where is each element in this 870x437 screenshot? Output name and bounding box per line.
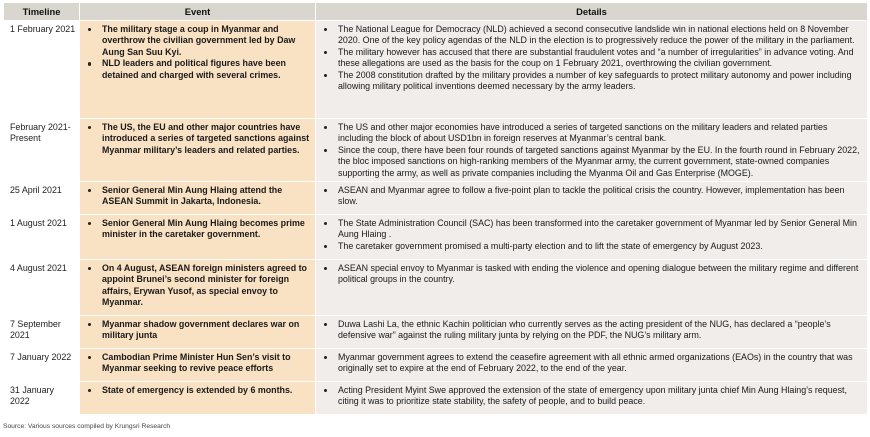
- timeline-date: 1 August 2021: [4, 215, 80, 260]
- details-item: Myanmar government agrees to extend the ceasefire agreement with all ethnic armed organizations (EAOs) in the country that was originally set to expire at the end of February 2022, to the end of the year.: [322, 352, 864, 375]
- event-cell: [80, 119, 316, 182]
- details-item: The National League for Democracy (NLD) achieved a second consecutive landslide win in national elections held on 8 November 2020. One of the key policy agendas of the NLD in the election is to progressively reduce the power of the military in the parliament.: [322, 24, 864, 47]
- event-list: [86, 218, 312, 241]
- event-item: The US, the EU and other major countries have introduced a series of targeted sanctions against Myanmar military’s leaders and related parties.: [86, 122, 312, 156]
- event-cell: [80, 349, 316, 382]
- table-row: [4, 260, 868, 316]
- table-row: [4, 182, 868, 215]
- timeline-table: [3, 2, 868, 415]
- details-cell: [316, 260, 868, 316]
- details-cell: [316, 316, 868, 349]
- timeline-date: 25 April 2021: [4, 182, 80, 215]
- event-item: Senior General Min Aung Hlaing attend the ASEAN Summit in Jakarta, Indonesia.: [86, 185, 312, 208]
- event-item: Senior General Min Aung Hlaing becomes prime minister in the caretaker government.: [86, 218, 312, 241]
- details-item: The US and other major economies have introduced a series of targeted sanctions on the military leaders and related parties including the block of about USD1bn in foreign reserves at Myanmar’s central bank.: [322, 122, 864, 145]
- details-cell: [316, 215, 868, 260]
- event-list: [86, 352, 312, 375]
- table-row: [4, 382, 868, 415]
- details-list: [322, 24, 864, 92]
- details-cell: [316, 382, 868, 415]
- event-item: On 4 August, ASEAN foreign ministers agreed to appoint Brunei’s second minister for foreign affairs, Erywan Yusof, as special envoy to Myanmar.: [86, 263, 312, 309]
- details-item: The military however has accused that there are substantial fraudulent votes and “a number of irregularities” in advance voting. And these allegations are used as the basis for the coup on 1 February 2021, overthrowing the civilian government.: [322, 47, 864, 70]
- details-item: ASEAN special envoy to Myanmar is tasked with ending the violence and opening dialogue between the military regime and different political groups in the country.: [322, 263, 864, 286]
- timeline-date: 31 January 2022: [4, 382, 80, 415]
- details-list: [322, 218, 864, 252]
- details-list: [322, 263, 864, 286]
- event-list: [86, 385, 312, 396]
- timeline-date: 7 September 2021: [4, 316, 80, 349]
- event-cell: [80, 382, 316, 415]
- event-item: State of emergency is extended by 6 months.: [86, 385, 312, 396]
- table-row: [4, 21, 868, 119]
- event-item: The military stage a coup in Myanmar and overthrow the civilian government led by Daw Aung San Suu Kyi.: [86, 24, 312, 58]
- details-item: ASEAN and Myanmar agree to follow a five-point plan to tackle the political crisis the country. However, implementation has been slow.: [322, 185, 864, 208]
- event-cell: [80, 260, 316, 316]
- timeline-date: 1 February 2021: [4, 21, 80, 119]
- event-list: [86, 263, 312, 309]
- details-cell: [316, 21, 868, 119]
- event-list: [86, 185, 312, 208]
- event-list: [86, 319, 312, 342]
- table-row: [4, 316, 868, 349]
- details-list: [322, 319, 864, 342]
- details-list: [322, 185, 864, 208]
- header-timeline: Timeline: [4, 3, 80, 21]
- details-cell: [316, 182, 868, 215]
- header-event: Event: [80, 3, 316, 21]
- event-cell: [80, 316, 316, 349]
- details-item: Since the coup, there have been four rounds of targeted sanctions against Myanmar by the EU. In the fourth round in February 2022, the bloc imposed sanctions on high-ranking members of the Myanmar army, the current government, state-owned companies supporting the army, as well as private companies including the Myanma Oil and Gas Enterprise (MOGE).: [322, 145, 864, 179]
- details-cell: [316, 349, 868, 382]
- timeline-date: 7 January 2022: [4, 349, 80, 382]
- details-cell: [316, 119, 868, 182]
- event-cell: [80, 21, 316, 119]
- details-item: The caretaker government promised a multi-party election and to lift the state of emergency by August 2023.: [322, 241, 864, 252]
- event-item: Cambodian Prime Minister Hun Sen’s visit to Myanmar seeking to revive peace efforts: [86, 352, 312, 375]
- header-details: Details: [316, 3, 868, 21]
- event-cell: [80, 182, 316, 215]
- table-row: [4, 349, 868, 382]
- event-list: [86, 24, 312, 81]
- details-list: [322, 122, 864, 179]
- event-cell: [80, 215, 316, 260]
- table-row: [4, 119, 868, 182]
- details-list: [322, 352, 864, 375]
- event-list: [86, 122, 312, 156]
- header-row: [4, 3, 868, 21]
- event-item: Myanmar shadow government declares war on military junta: [86, 319, 312, 342]
- details-item: The 2008 constitution drafted by the military provides a number of key safeguards to protect military autonomy and power including allowing military political inventions deemed necessary by the army leaders.: [322, 70, 864, 93]
- details-item: Acting President Myint Swe approved the extension of the state of emergency upon military junta chief Min Aung Hlaing’s request, citing it was to prioritize state stability, the safety of people, and to build peace.: [322, 385, 864, 408]
- timeline-date: February 2021- Present: [4, 119, 80, 182]
- event-item: NLD leaders and political figures have been detained and charged with several crimes.: [86, 58, 312, 81]
- source-note: Source: Various sources compiled by Krungsri Research: [3, 423, 171, 430]
- timeline-date: 4 August 2021: [4, 260, 80, 316]
- details-list: [322, 385, 864, 408]
- table-row: [4, 215, 868, 260]
- details-item: The State Administration Council (SAC) has been transformed into the caretaker government of Myanmar led by Senior General Min Aung Hlaing .: [322, 218, 864, 241]
- details-item: Duwa Lashi La, the ethnic Kachin politician who currently serves as the acting president of the NUG, has declared a “people’s defensive war” against the ruling military junta by relying on the PDF, the NUG’s military arm.: [322, 319, 864, 342]
